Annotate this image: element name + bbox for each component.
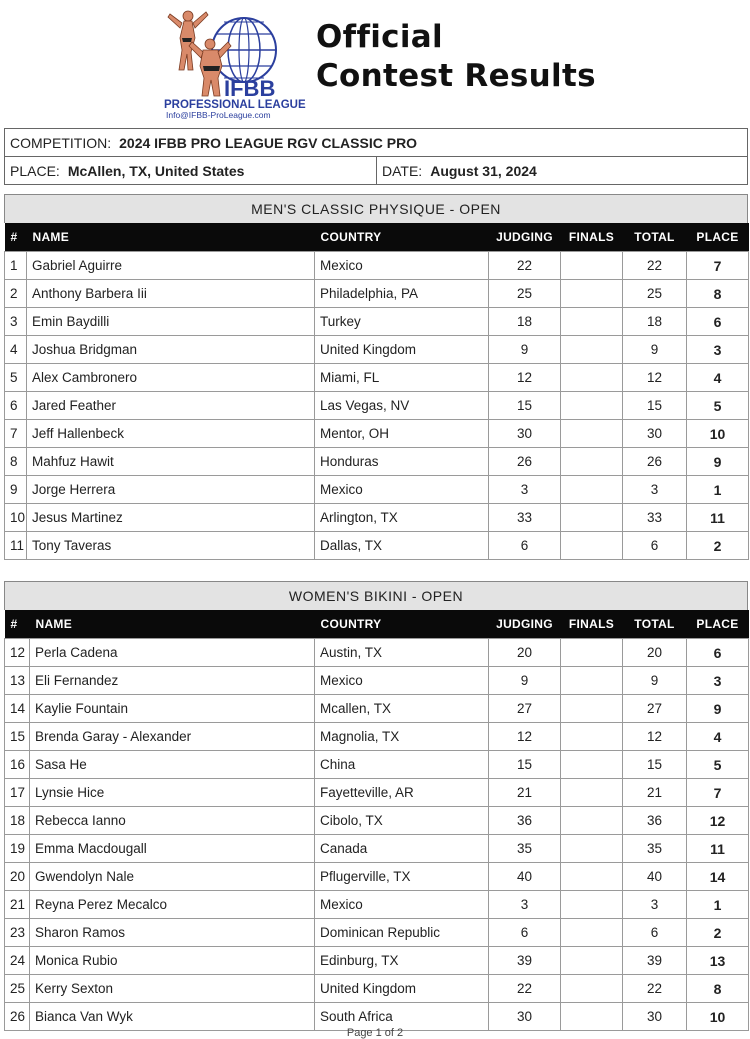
cell-judging: 6 [489,919,561,947]
section-title: MEN'S CLASSIC PHYSIQUE - OPEN [4,194,748,223]
cell-name: Emma Macdougall [30,835,315,863]
cell-place: 1 [687,891,749,919]
cell-judging: 15 [489,751,561,779]
cell-total: 20 [623,639,687,667]
cell-place: 3 [687,336,749,364]
page-footer: Page 1 of 2 [346,1027,404,1039]
place-label: PLACE: [10,162,60,179]
column-header-finals: FINALS [561,223,623,252]
cell-judging: 9 [489,336,561,364]
competition-row [5,129,747,156]
cell-finals [561,863,623,891]
results-table [4,223,749,560]
cell-rank-number: 12 [5,639,30,667]
cell-place: 8 [687,280,749,308]
table-row [5,807,749,835]
cell-rank-number: 26 [5,1003,30,1031]
cell-judging: 20 [489,639,561,667]
cell-judging: 27 [489,695,561,723]
table-row [5,835,749,863]
column-header-judging: JUDGING [489,223,561,252]
cell-rank-number: 21 [5,891,30,919]
cell-rank-number: 18 [5,807,30,835]
cell-finals [561,639,623,667]
cell-name: Eli Fernandez [30,667,315,695]
cell-place: 6 [687,308,749,336]
cell-total: 15 [623,751,687,779]
cell-place: 7 [687,779,749,807]
cell-total: 35 [623,835,687,863]
page-title [316,18,596,96]
cell-total: 36 [623,807,687,835]
competition-label: COMPETITION: [10,134,112,151]
cell-finals [561,975,623,1003]
cell-finals [561,364,623,392]
cell-name: Jorge Herrera [27,476,315,504]
cell-total: 9 [623,667,687,695]
cell-judging: 22 [489,975,561,1003]
table-row [5,448,749,476]
cell-rank-number: 11 [5,532,27,560]
cell-total: 33 [623,504,687,532]
table-row [5,392,749,420]
table-row [5,695,749,723]
column-header-total: TOTAL [623,223,687,252]
cell-country: Honduras [315,448,489,476]
cell-rank-number: 9 [5,476,27,504]
cell-country: Austin, TX [315,639,489,667]
cell-judging: 12 [489,364,561,392]
cell-name: Sharon Ramos [30,919,315,947]
cell-judging: 39 [489,947,561,975]
table-row [5,364,749,392]
cell-finals [561,695,623,723]
cell-name: Lynsie Hice [30,779,315,807]
cell-country: Cibolo, TX [315,807,489,835]
cell-name: Gabriel Aguirre [27,252,315,280]
cell-total: 12 [623,723,687,751]
cell-rank-number: 7 [5,420,27,448]
table-row [5,308,749,336]
cell-finals [561,392,623,420]
cell-rank-number: 3 [5,308,27,336]
cell-name: Anthony Barbera Iii [27,280,315,308]
cell-place: 8 [687,975,749,1003]
cell-rank-number: 16 [5,751,30,779]
cell-total: 22 [623,252,687,280]
cell-place: 13 [687,947,749,975]
cell-place: 4 [687,364,749,392]
cell-total: 26 [623,448,687,476]
cell-place: 10 [687,420,749,448]
cell-finals [561,252,623,280]
cell-total: 39 [623,947,687,975]
cell-total: 15 [623,392,687,420]
table-row [5,476,749,504]
cell-name: Reyna Perez Mecalco [30,891,315,919]
cell-place: 11 [687,504,749,532]
column-header-country: COUNTRY [315,223,489,252]
cell-country: Mexico [315,891,489,919]
table-header-row [5,223,749,252]
table-row [5,751,749,779]
cell-judging: 40 [489,863,561,891]
cell-judging: 22 [489,252,561,280]
cell-total: 30 [623,420,687,448]
cell-name: Perla Cadena [30,639,315,667]
cell-name: Alex Cambronero [27,364,315,392]
cell-name: Bianca Van Wyk [30,1003,315,1031]
page-header [0,0,750,125]
table-header-row [5,610,749,639]
section-title: WOMEN'S BIKINI - OPEN [4,581,748,610]
section-womens-bikini [4,581,748,1031]
cell-country: Las Vegas, NV [315,392,489,420]
cell-rank-number: 15 [5,723,30,751]
cell-finals [561,723,623,751]
table-row [5,779,749,807]
cell-rank-number: 6 [5,392,27,420]
cell-judging: 3 [489,476,561,504]
cell-total: 12 [623,364,687,392]
competition-value: 2024 IFBB PRO LEAGUE RGV CLASSIC PRO [119,134,418,151]
table-row [5,891,749,919]
cell-rank-number: 8 [5,448,27,476]
cell-rank-number: 10 [5,504,27,532]
cell-name: Joshua Bridgman [27,336,315,364]
cell-rank-number: 4 [5,336,27,364]
cell-name: Kaylie Fountain [30,695,315,723]
cell-place: 2 [687,919,749,947]
column-header-total: TOTAL [623,610,687,639]
table-row [5,252,749,280]
cell-country: Mexico [315,476,489,504]
cell-finals [561,667,623,695]
logo-wordmark: IFBB [224,76,276,101]
column-header-judging: JUDGING [489,610,561,639]
cell-country: Mentor, OH [315,420,489,448]
cell-country: Pflugerville, TX [315,863,489,891]
cell-country: Edinburg, TX [315,947,489,975]
date-value: August 31, 2024 [430,162,537,179]
cell-rank-number: 23 [5,919,30,947]
cell-name: Jared Feather [27,392,315,420]
cell-total: 18 [623,308,687,336]
cell-finals [561,807,623,835]
cell-place: 1 [687,476,749,504]
cell-place: 10 [687,1003,749,1031]
cell-country: Mcallen, TX [315,695,489,723]
logo-email: Info@IFBB-ProLeague.com [166,110,271,120]
column-header-place: PLACE [687,223,749,252]
cell-rank-number: 25 [5,975,30,1003]
column-header-place: PLACE [687,610,749,639]
cell-finals [561,476,623,504]
cell-place: 4 [687,723,749,751]
table-row [5,863,749,891]
cell-country: China [315,751,489,779]
date-label: DATE: [382,162,423,179]
cell-place: 14 [687,863,749,891]
cell-judging: 15 [489,392,561,420]
title-line-2: Contest Results [316,58,596,94]
cell-finals [561,779,623,807]
table-row [5,667,749,695]
cell-country: Magnolia, TX [315,723,489,751]
cell-finals [561,947,623,975]
table-row [5,420,749,448]
ifbb-logo [158,4,306,120]
cell-place: 2 [687,532,749,560]
cell-place: 9 [687,448,749,476]
cell-rank-number: 13 [5,667,30,695]
cell-name: Tony Taveras [27,532,315,560]
cell-name: Brenda Garay - Alexander [30,723,315,751]
place-date-row [5,156,747,184]
cell-country: United Kingdom [315,975,489,1003]
logo-subtitle: PROFESSIONAL LEAGUE [164,99,306,111]
table-row [5,947,749,975]
cell-total: 3 [623,891,687,919]
cell-judging: 18 [489,308,561,336]
cell-rank-number: 20 [5,863,30,891]
column-header-finals: FINALS [561,610,623,639]
cell-finals [561,420,623,448]
competition-info [4,128,748,185]
cell-total: 27 [623,695,687,723]
cell-judging: 26 [489,448,561,476]
cell-place: 5 [687,392,749,420]
cell-total: 25 [623,280,687,308]
cell-rank-number: 17 [5,779,30,807]
cell-judging: 12 [489,723,561,751]
cell-finals [561,919,623,947]
cell-name: Kerry Sexton [30,975,315,1003]
cell-judging: 33 [489,504,561,532]
cell-country: Philadelphia, PA [315,280,489,308]
cell-name: Monica Rubio [30,947,315,975]
table-row [5,336,749,364]
cell-country: United Kingdom [315,336,489,364]
cell-judging: 25 [489,280,561,308]
cell-judging: 3 [489,891,561,919]
cell-country: Fayetteville, AR [315,779,489,807]
cell-total: 21 [623,779,687,807]
cell-judging: 36 [489,807,561,835]
cell-country: Mexico [315,667,489,695]
cell-country: Canada [315,835,489,863]
cell-name: Mahfuz Hawit [27,448,315,476]
table-row [5,975,749,1003]
cell-rank-number: 5 [5,364,27,392]
cell-name: Sasa He [30,751,315,779]
cell-country: Dominican Republic [315,919,489,947]
cell-country: Dallas, TX [315,532,489,560]
cell-place: 9 [687,695,749,723]
cell-rank-number: 19 [5,835,30,863]
cell-country: South Africa [315,1003,489,1031]
cell-judging: 30 [489,420,561,448]
cell-finals [561,504,623,532]
table-row [5,504,749,532]
cell-finals [561,835,623,863]
column-header-name: NAME [27,223,315,252]
cell-rank-number: 1 [5,252,27,280]
title-line-1: Official [316,19,443,55]
cell-finals [561,751,623,779]
cell-total: 22 [623,975,687,1003]
cell-finals [561,448,623,476]
cell-rank-number: 14 [5,695,30,723]
section-mens-classic-physique [4,194,748,560]
column-header-rank-number: # [5,223,27,252]
cell-total: 3 [623,476,687,504]
cell-finals [561,891,623,919]
cell-judging: 30 [489,1003,561,1031]
table-row [5,919,749,947]
cell-total: 9 [623,336,687,364]
cell-total: 30 [623,1003,687,1031]
cell-judging: 35 [489,835,561,863]
cell-place: 11 [687,835,749,863]
cell-name: Rebecca Ianno [30,807,315,835]
cell-finals [561,336,623,364]
cell-country: Turkey [315,308,489,336]
cell-name: Emin Baydilli [27,308,315,336]
table-row [5,532,749,560]
cell-finals [561,280,623,308]
cell-judging: 9 [489,667,561,695]
cell-finals [561,532,623,560]
cell-name: Jeff Hallenbeck [27,420,315,448]
cell-place: 12 [687,807,749,835]
cell-judging: 6 [489,532,561,560]
cell-place: 3 [687,667,749,695]
column-header-country: COUNTRY [315,610,489,639]
cell-country: Mexico [315,252,489,280]
cell-place: 6 [687,639,749,667]
cell-name: Gwendolyn Nale [30,863,315,891]
column-header-name: NAME [30,610,315,639]
table-row [5,723,749,751]
table-row [5,639,749,667]
cell-place: 5 [687,751,749,779]
results-table [4,610,749,1031]
cell-total: 40 [623,863,687,891]
cell-place: 7 [687,252,749,280]
cell-judging: 21 [489,779,561,807]
place-value: McAllen, TX, United States [67,162,245,179]
cell-total: 6 [623,919,687,947]
cell-rank-number: 24 [5,947,30,975]
cell-rank-number: 2 [5,280,27,308]
cell-country: Miami, FL [315,364,489,392]
column-header-rank-number: # [5,610,30,639]
table-row [5,280,749,308]
cell-name: Jesus Martinez [27,504,315,532]
cell-total: 6 [623,532,687,560]
cell-country: Arlington, TX [315,504,489,532]
cell-finals [561,308,623,336]
